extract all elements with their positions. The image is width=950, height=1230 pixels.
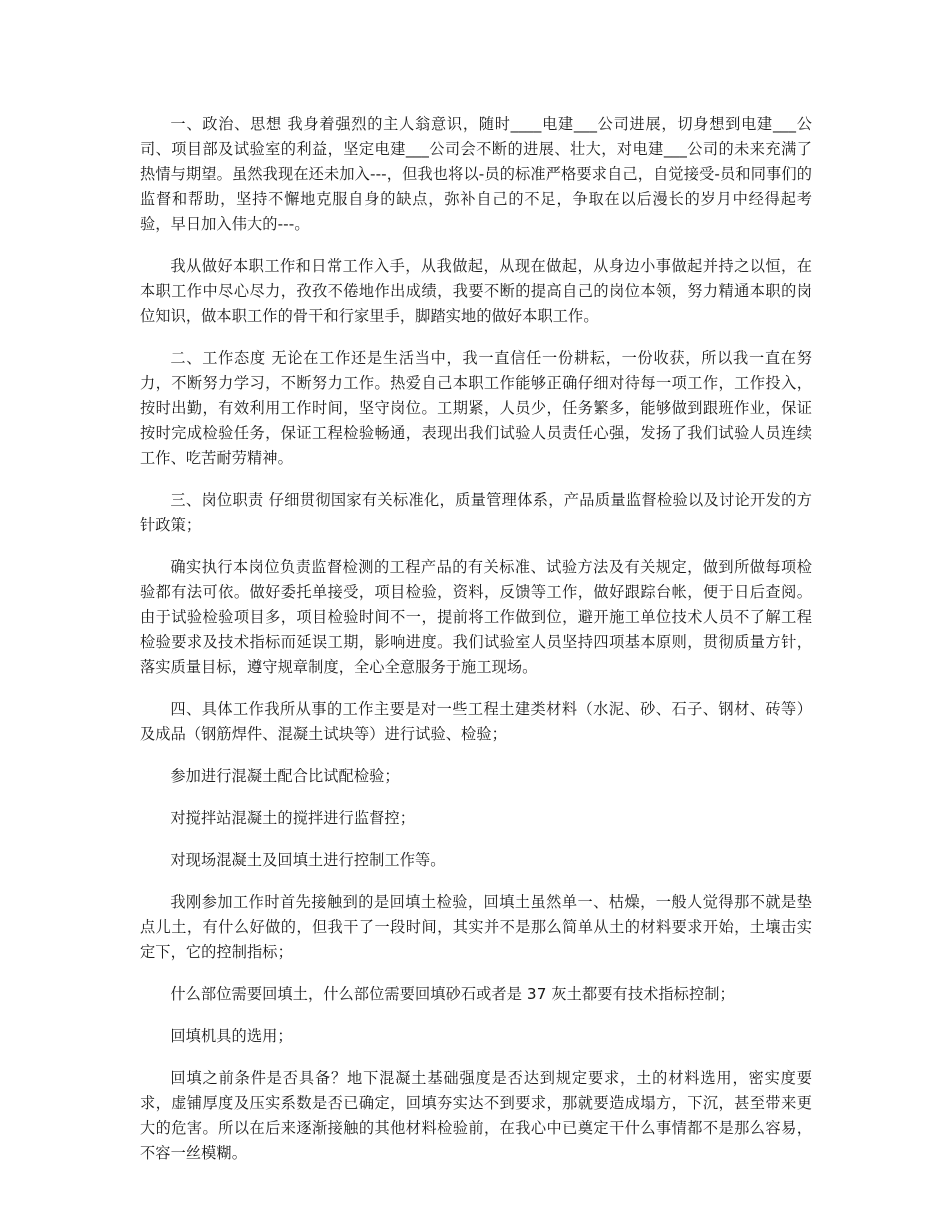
- paragraph-mix-test: 参加进行混凝土配合比试配检验；: [170, 767, 400, 785]
- paragraph-daily-work: 我从做好本职工作和日常工作入手，从我做起，从现在做起，从身边小事做起并持之以恒，在本职工作中尽心尽力，孜孜不倦地作出成绩，我要不断的提高自己的岗位本领，努力精通本职的岗位知识，做本职工作的骨干和行家里手，脚踏实地的做好本职工作。: [140, 257, 812, 325]
- paragraph-backfill-conditions: 回填之前条件是否具备？地下混凝土基础强度是否达到规定要求，土的材料选用，密实度要求，虚铺厚度及压实系数是否已确定，回填夯实达不到要求，那就要造成塌方，下沉，甚至带来更大的危害。所以在后来逐渐接触的其他材料检验前，在我心中已奠定干什么事情都不是那么容易，不容一丝模糊。: [140, 1069, 812, 1162]
- paragraph-standards: 确实执行本岗位负责监督检测的工程产品的有关标准、试验方法及有关规定，做到所做每项检验都有法可依。做好委托单接受，项目检验，资料，反馈等工作，做好跟踪台帐，便于日后查阅。由于试验检验项目多，项目检验时间不一，提前将工作做到位，避开施工单位技术人员不了解工程检验要求及技术指标而延误工期，影响进度。我们试验室人员坚持四项基本原则，贯彻质量方针，落实质量目标，遵守规章制度，全心全意服务于施工现场。: [140, 558, 812, 676]
- paragraph-site-control: 对现场混凝土及回填土进行控制工作等。: [170, 851, 446, 869]
- paragraph-mixing-station: 对搅拌站混凝土的搅拌进行监督控；: [170, 809, 415, 827]
- paragraph-work-attitude: 二、工作态度 无论在工作还是生活当中，我一直信任一份耕耘，一份收获，所以我一直在努力，不断努力学习，不断努力工作。热爱自己本职工作能够正确仔细对待每一项工作，工作投入，按时出勤，有效利用工作时间，坚守岗位。工期紧，人员少，任务繁多，能够做到跟班作业，保证按时完成检验任务，保证工程检验畅通，表现出我们试验人员责任心强，发扬了我们试验人员连续工作、吃苦耐劳精神。: [140, 349, 812, 467]
- paragraph-backfill-parts: 什么部位需要回填土，什么部位需要回填砂石或者是 37 灰土都要有技术指标控制；: [170, 985, 735, 1003]
- paragraph-backfill-intro: 我刚参加工作时首先接触到的是回填土检验，回填土虽然单一、枯燥，一般人觉得那不就是垫点儿土，有什么好做的，但我干了一段时间，其实并不是那么简单从土的材料要求开始，土壤击实定下，它的控制指标；: [140, 893, 812, 961]
- paragraph-job-duties: 三、岗位职责 仔细贯彻国家有关标准化，质量管理体系，产品质量监督检验以及讨论开发的方针政策；: [140, 491, 812, 534]
- paragraph-specific-work: 四、具体工作我所从事的工作主要是对一些工程土建类材料（水泥、砂、石子、钢材、砖等）及成品（钢筋焊件、混凝土试块等）进行试验、检验；: [140, 700, 812, 743]
- paragraph-backfill-tools: 回填机具的选用；: [170, 1027, 293, 1045]
- document-body: [140, 112, 812, 1183]
- paragraph-politics: 一、政治、思想 我身着强烈的主人翁意识，随时____电建___公司进展，切身想到电建___公司、项目部及试验室的利益，坚定电建___公司会不断的进展、壮大，对电建___公司的未来充满了热情与期望。虽然我现在还未加入---，但我也将以-员的标准严格要求自己，自觉接受-员和同事们的监督和帮助，坚持不懈地克服自身的缺点，弥补自己的不足，争取在以后漫长的岁月中经得起考验，早日加入伟大的---。: [140, 115, 812, 233]
